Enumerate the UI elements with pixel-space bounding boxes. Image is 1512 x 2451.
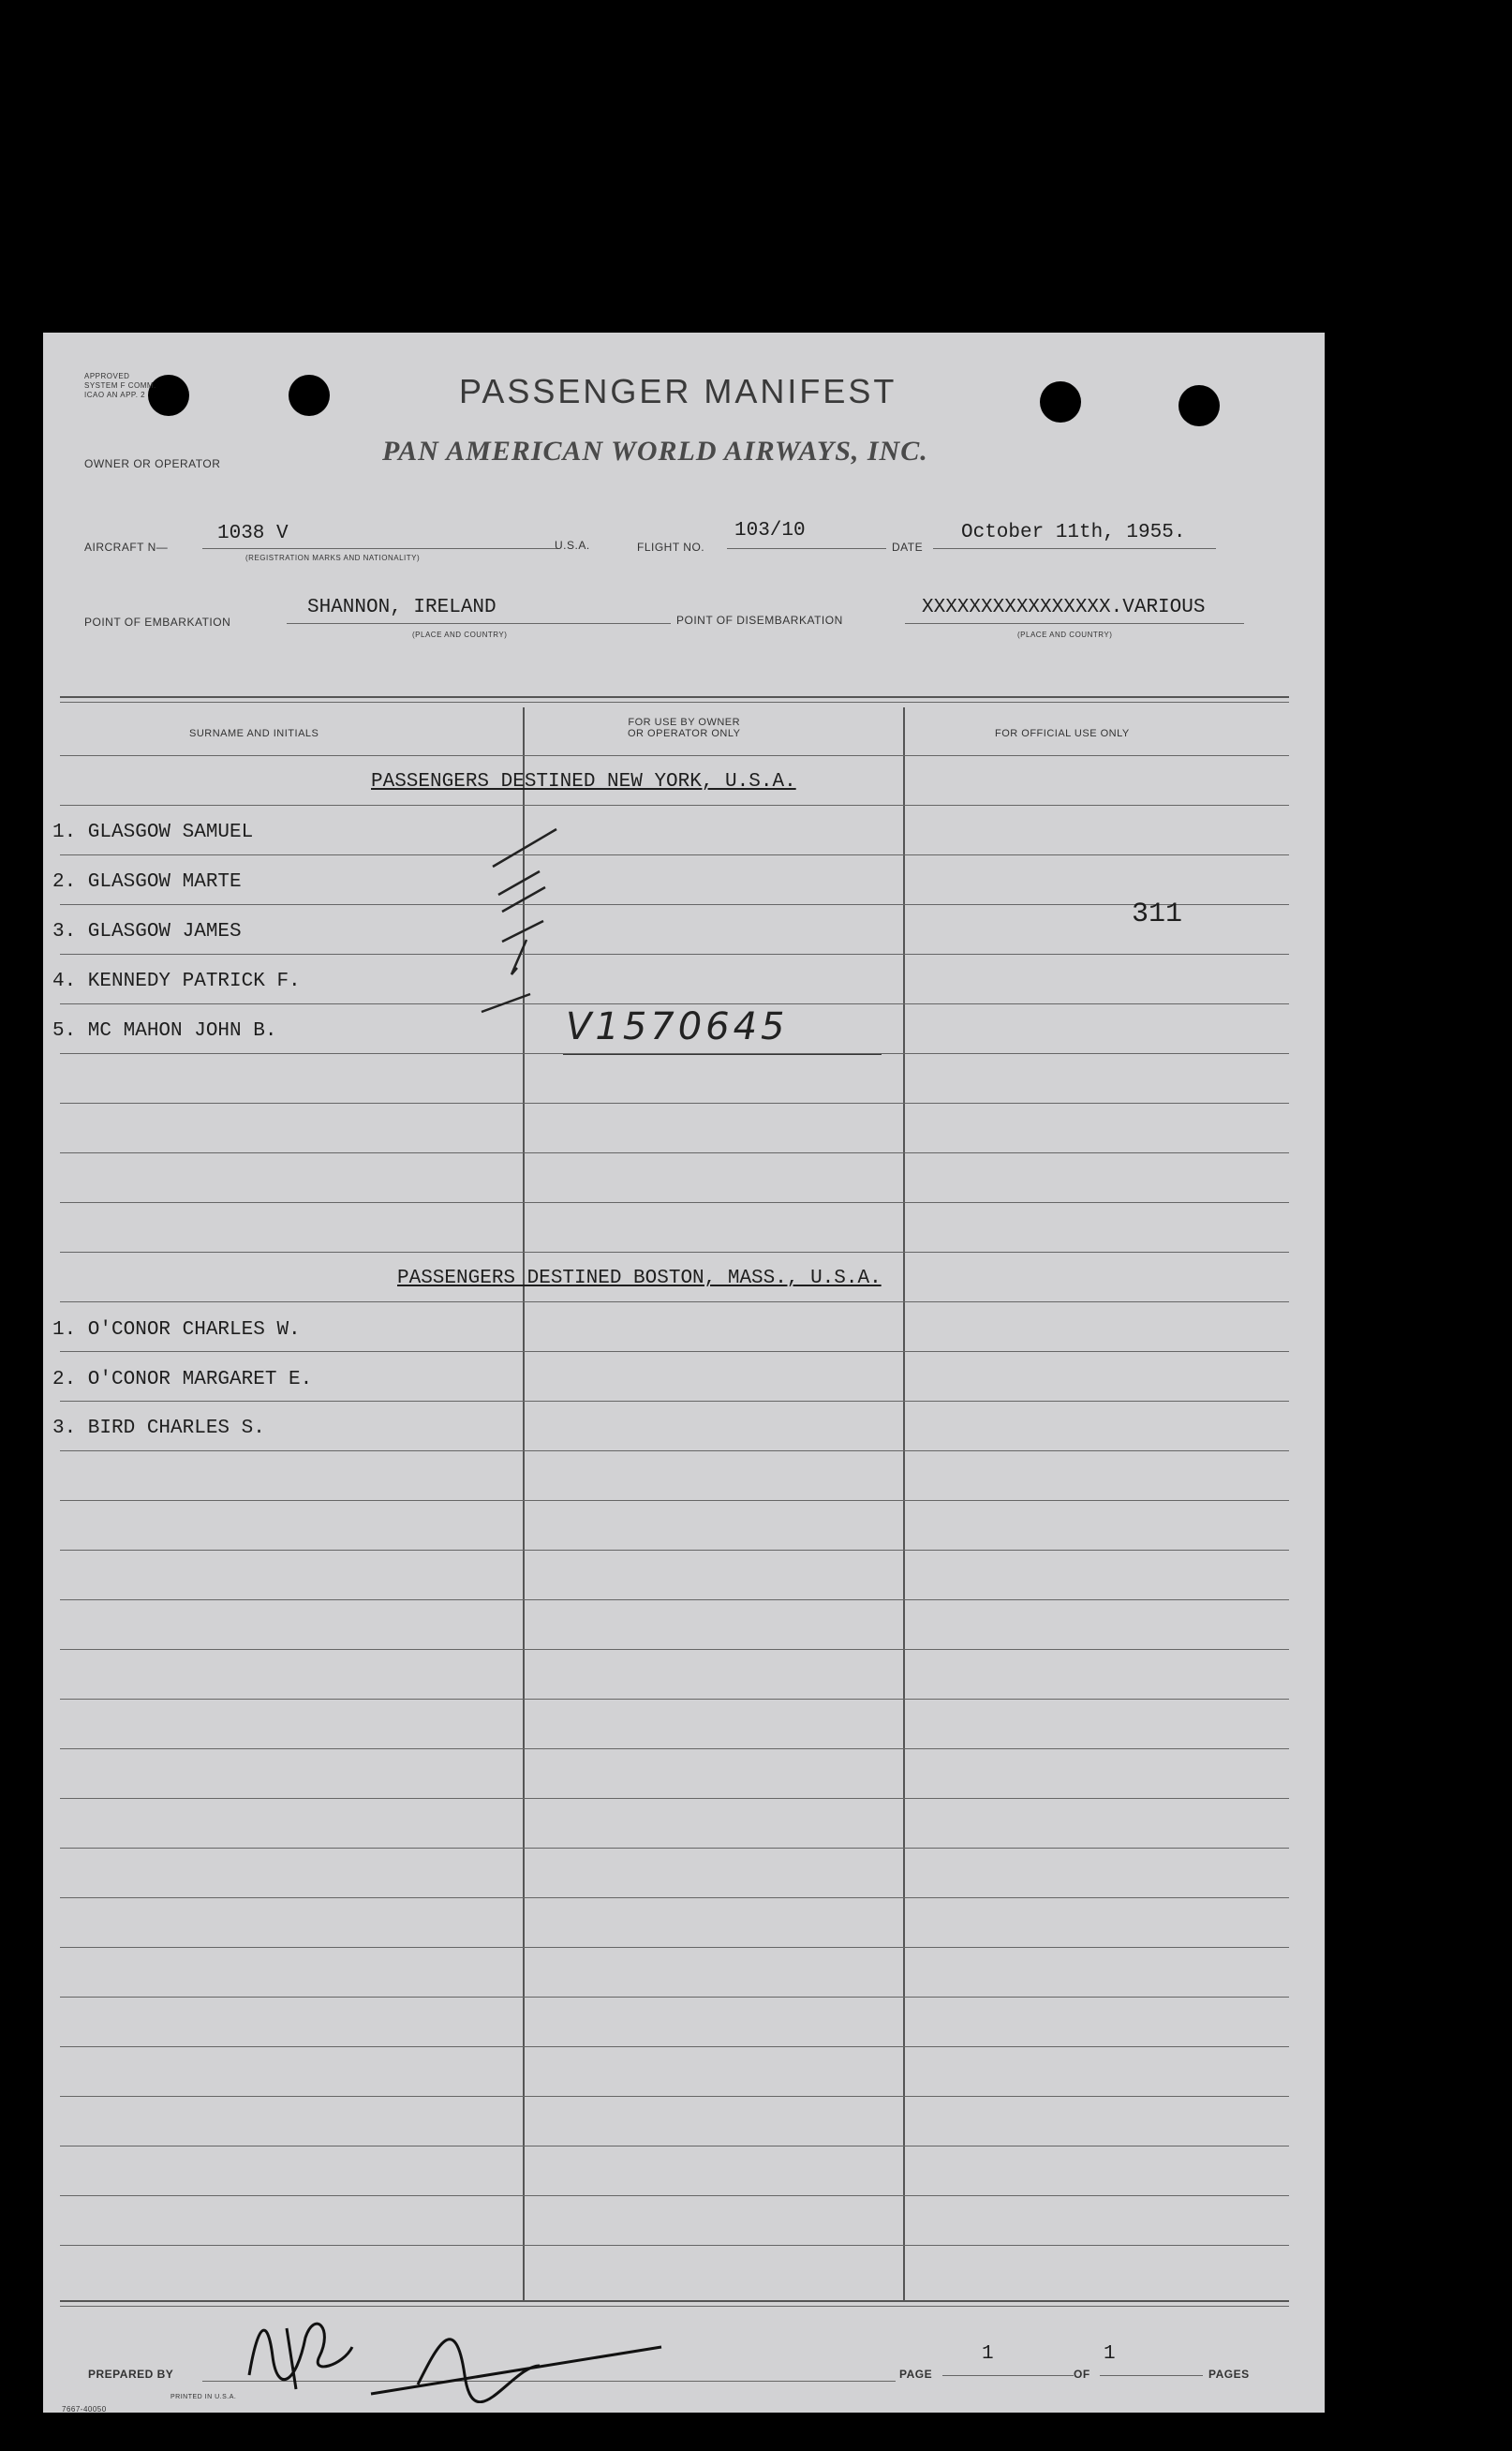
ruled-line [60,954,1289,955]
signature [230,2300,680,2403]
of-label: OF [1074,2368,1090,2381]
section-heading-new-york: PASSENGERS DESTINED NEW YORK, U.S.A. [371,771,796,793]
col-official-header: FOR OFFICIAL USE ONLY [995,728,1130,739]
form-code: 7667-40050 [62,2405,107,2414]
approval-line: ICAO AN APP. 2 [84,391,146,399]
date-value: October 11th, 1955. [961,522,1186,543]
check-mark [482,994,530,1012]
col-owner-header [628,717,740,739]
punch-hole-left-2 [289,375,330,416]
ruled-line [60,1500,1289,1501]
embarkation-label: POINT OF EMBARKATION [84,616,231,629]
check-mark [498,871,545,912]
usa-label: U.S.A. [555,539,590,552]
owner-name: PAN AMERICAN WORLD AIRWAYS, INC. [382,436,928,467]
manifest-form [43,333,1325,2413]
disembarkation-sub-label: (PLACE AND COUNTRY) [1017,631,1113,639]
passenger-row: 2. GLASGOW MARTE [52,871,242,893]
ruled-line [60,1649,1289,1650]
ruled-line [60,805,1289,806]
ruled-line [60,2245,1289,2246]
check-mark [493,829,556,867]
approval-line: SYSTEM F COMM. [84,381,156,390]
ruled-line [60,1848,1289,1849]
ruled-line [60,1699,1289,1700]
ruled-line [60,854,1289,855]
ruled-line [60,904,1289,905]
ruled-line [60,1897,1289,1898]
passenger-row: 2. O'CONOR MARGARET E. [52,1369,313,1390]
disembarkation-value: XXXXXXXXXXXXXXXX.VARIOUS [922,597,1206,618]
pages-number: 1 [1104,2343,1116,2365]
passenger-row: 1. O'CONOR CHARLES W. [52,1319,301,1341]
approval-line: APPROVED [84,372,130,380]
embarkation-sub-label: (PLACE AND COUNTRY) [412,631,508,639]
passenger-row: 3. BIRD CHARLES S. [52,1418,265,1439]
ruled-line [60,2195,1289,2196]
flight-value: 103/10 [734,520,806,542]
ruled-line [60,2046,1289,2047]
embarkation-value: SHANNON, IRELAND [307,597,497,618]
punch-hole-right-1 [1040,381,1081,423]
ruled-line [60,1599,1289,1600]
ruled-line [60,2096,1289,2097]
date-label: DATE [892,541,924,554]
ruled-line [60,1202,1289,1203]
pages-label: PAGES [1208,2368,1250,2381]
ruled-line [60,1301,1289,1302]
section-heading-boston: PASSENGERS DESTINED BOSTON, MASS., U.S.A. [397,1268,882,1289]
passenger-row: 1. GLASGOW SAMUEL [52,822,254,843]
passenger-row: 3. GLASGOW JAMES [52,921,242,943]
flight-label: FLIGHT NO. [637,541,705,554]
col-owner-header-line: OR OPERATOR ONLY [628,728,741,739]
page-label: PAGE [899,2368,933,2381]
passenger-row: 4. KENNEDY PATRICK F. [52,971,301,992]
ruled-line [60,1748,1289,1749]
approval-block [84,372,156,400]
punch-hole-right-2 [1178,385,1220,426]
col-surname-header: SURNAME AND INITIALS [189,728,319,739]
col-owner-header-line: FOR USE BY OWNER [628,717,741,728]
owner-label: OWNER OR OPERATOR [84,457,221,470]
ruled-line [60,755,1289,756]
page-number: 1 [982,2343,994,2365]
prepared-by-label: PREPARED BY [88,2368,174,2381]
ruled-line [60,1252,1289,1253]
ruled-line [60,1103,1289,1104]
ruled-line [60,1401,1289,1402]
ruled-line [60,1003,1289,1004]
ruled-line [60,1152,1289,1153]
check-mark [511,940,526,974]
disembarkation-label: POINT OF DISEMBARKATION [676,614,843,627]
printer-mark: PRINTED IN U.S.A. [170,2394,237,2400]
passenger-row: 5. MC MAHON JOHN B. [52,1020,277,1042]
aircraft-label: AIRCRAFT N— [84,541,169,554]
form-title: PASSENGER MANIFEST [459,372,897,410]
ruled-line [60,1450,1289,1451]
handwritten-visa-number: V1570645 [566,1005,789,1048]
column-divider [903,707,905,2300]
ruled-line [60,1550,1289,1551]
ruled-line [60,1798,1289,1799]
aircraft-value: 1038 V [217,523,289,544]
aircraft-sub-label: (REGISTRATION MARKS AND NATIONALITY) [245,554,421,562]
official-number: 311 [1132,899,1183,930]
ruled-line [60,1997,1289,1998]
ruled-line [60,1351,1289,1352]
check-mark [502,921,543,942]
ruled-line [60,1947,1289,1948]
